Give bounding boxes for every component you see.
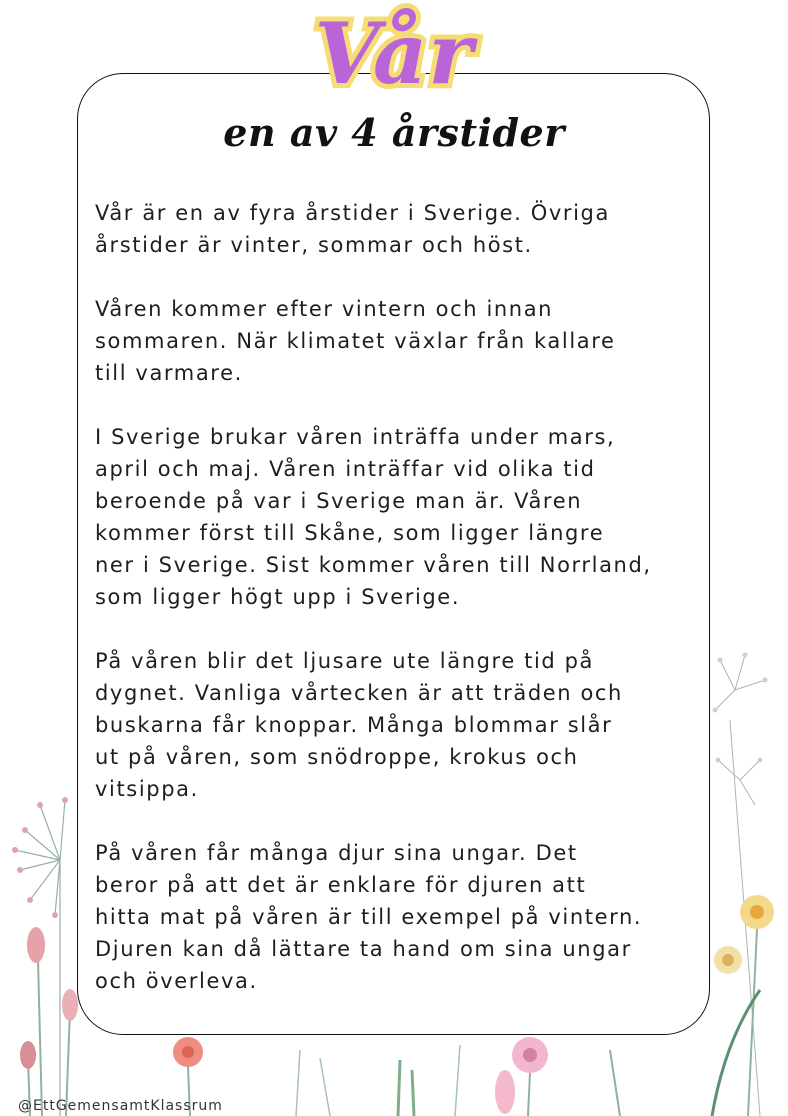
body-text (95, 197, 710, 1029)
paragraph-months: I Sverige brukar våren inträffa under mars, april och maj. Våren inträffar vid olika tid beroende på var i Sverige man är. Våren kommer först till Skåne, som ligger längre ner i Sverige. Sist kommer våren till Norrland, som ligger högt upp i Sverige. (95, 425, 652, 609)
page-subtitle: en av 4 årstider (223, 110, 565, 155)
paragraph-seasons: Vår är en av fyra årstider i Sverige. Övriga årstider är vinter, sommar och höst. (95, 201, 610, 257)
title-block (0, 0, 788, 190)
paragraph-after-winter: Våren kommer efter vintern och innan sommaren. När klimatet växlar från kallare till varmare. (95, 297, 616, 385)
footer-credit: @EttGemensamtKlassrum (18, 1098, 223, 1114)
paragraph-animals: På våren får många djur sina ungar. Det beror på att det är enklare för djuren att hitta mat på våren är till exempel på vintern. Djuren kan då lättare ta hand om sina ungar och överleva. (95, 841, 643, 993)
page-title: Vår (314, 4, 474, 103)
paragraph-signs: På våren blir det ljusare ute längre tid på dygnet. Vanliga vårtecken är att träden och buskarna får knoppar. Många blommar slår ut på våren, som snödroppe, krokus och vitsippa. (95, 649, 623, 801)
